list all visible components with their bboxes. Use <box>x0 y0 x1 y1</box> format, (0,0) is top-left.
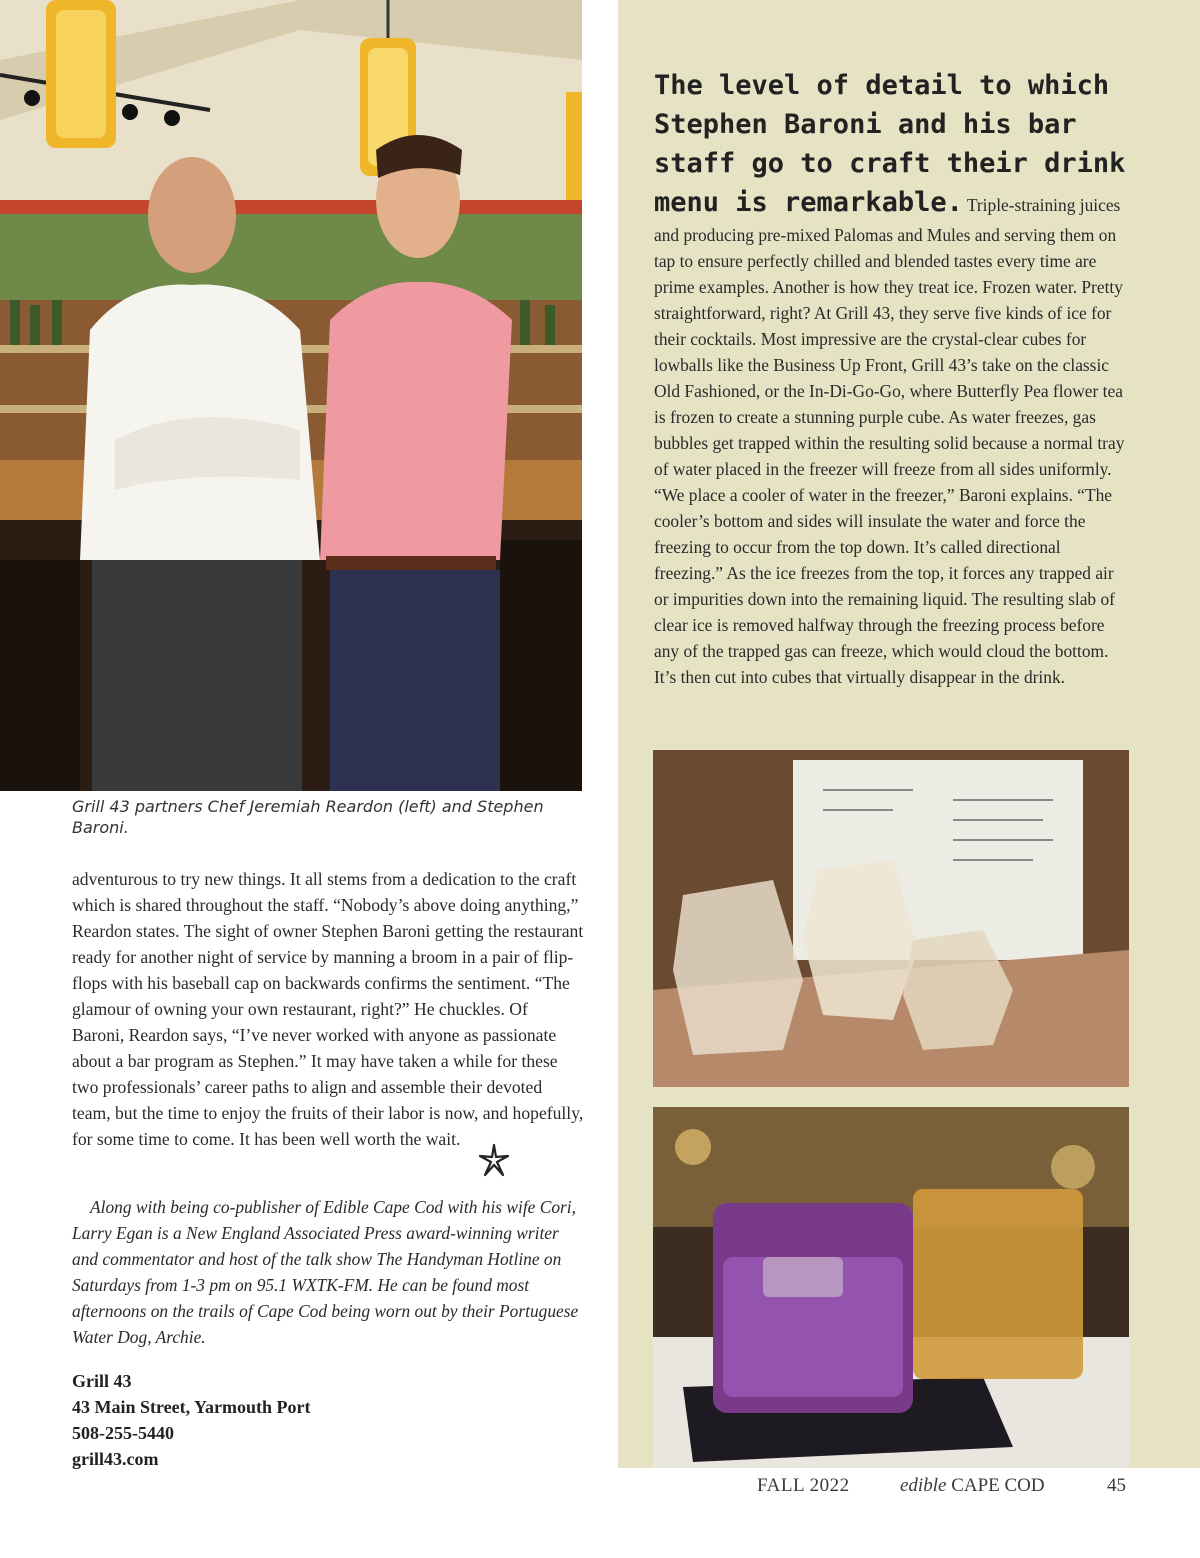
page-number: 45 <box>1107 1475 1126 1496</box>
photo-caption: Grill 43 partners Chef Jeremiah Reardon (left) and Stephen Baroni. <box>72 797 544 837</box>
page-footer <box>757 1474 1157 1498</box>
cocktails-photo <box>653 1107 1129 1468</box>
publication-name-rest: CAPE COD <box>951 1475 1045 1496</box>
drinks-photo-illustration <box>653 1107 1129 1468</box>
publication-name <box>900 1474 1045 1498</box>
restaurant-address-block <box>72 1368 472 1472</box>
issue-date: FALL 2022 <box>757 1475 850 1496</box>
publication-name-italic: edible <box>900 1475 947 1496</box>
article-end-star-icon <box>478 1143 510 1177</box>
ice-photo-illustration <box>653 750 1129 1087</box>
chef-and-owner-photo <box>0 0 582 791</box>
article-body-continued: adventurous to try new things. It all stems from a dedication to the craft which is shared throughout the staff. “Nobody’s above doing anything,” Reardon states. The sight of owner Stephen Baroni getting the restaurant ready for another night of service by manning a broom in a pair of flip-flops with his baseball cap on backwards confirms the sentiment. “The glamour of owning your own restaurant, right?” He chuckles. Of Baroni, Reardon says, “I’ve never worked with anyone as passionate about a bar program as Stephen.” It may have taken a while for these two professionals’ career paths to align and assemble their devoted team, but the time to enjoy the fruits of their labor is now, and hopefully, for some time to come. It has been well worth the wait. <box>72 869 584 1149</box>
restaurant-street: 43 Main Street, Yarmouth Port <box>72 1397 311 1417</box>
sidebar-headline: The level of detail to which Stephen Baroni and his bar staff go to craft their drink menu is remarkable. <box>654 70 1126 218</box>
ice-cubes-photo <box>653 750 1129 1087</box>
sidebar-text <box>654 66 1132 690</box>
photo-illustration <box>0 0 582 791</box>
restaurant-phone: 508-255-5440 <box>72 1423 174 1443</box>
restaurant-website: grill43.com <box>72 1449 159 1469</box>
restaurant-name: Grill 43 <box>72 1371 132 1391</box>
author-bio: Along with being co-publisher of Edible Cape Cod with his wife Cori, Larry Egan is a New England Associated Press award-winning writer and commentator and host of the talk show The Handyman Hotline on Saturdays from 1-3 pm on 95.1 WXTK-FM. He can be found most afternoons on the trails of Cape Cod being worn out by their Portuguese Water Dog, Archie. <box>72 1197 579 1347</box>
sidebar-body: Triple-straining juices and producing pre-mixed Palomas and Mules and serving them on tap to ensure perfectly chilled and blended tastes every time are prime examples. Another is how they treat ice. Frozen water. Pretty straightforward, right? At Grill 43, they serve five kinds of ice for their cocktails. Most impressive are the crystal-clear cubes for lowballs like the Business Up Front, Grill 43’s take on the classic Old Fashioned, or the In-Di-Go-Go, where Butterfly Pea flower tea is frozen to create a stunning purple cube. As water freezes, gas bubbles get trapped within the resulting solid because a normal tray of water placed in the freezer will freeze from all sides uniformly. “We place a cooler of water in the freezer,” Baroni explains. “The cooler’s bottom and sides will insulate the water and force the freezing to occur from the top down. It’s called directional freezing.” As the ice freezes from the top, it forces any trapped air or impurities down into the remaining liquid. The resulting slab of clear ice is removed halfway through the freezing process before any of the trapped gas can freeze, which would cloud the bottom. It’s then cut into cubes that virtually disappear in the drink. <box>654 195 1125 687</box>
